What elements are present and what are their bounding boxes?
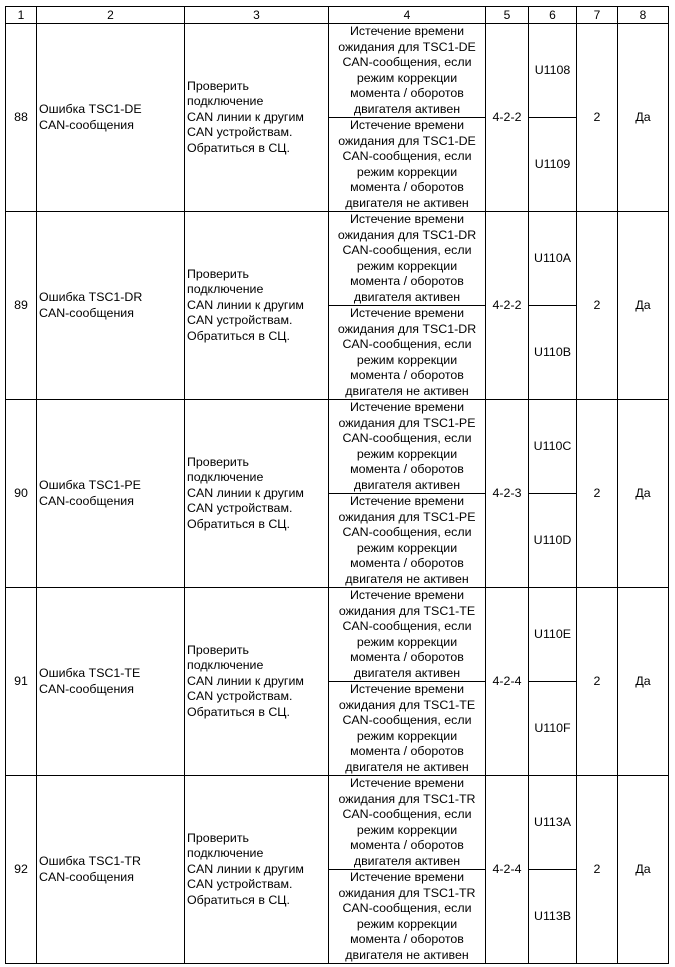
blink-code-cell bbox=[486, 400, 529, 588]
action-line: подключение bbox=[187, 282, 264, 297]
description-cell bbox=[329, 24, 486, 118]
description-line: момента / оборотов bbox=[350, 274, 464, 288]
table-body bbox=[6, 7, 669, 964]
blink-code-cell bbox=[486, 776, 529, 964]
blink-code: 4-2-2 bbox=[492, 109, 522, 124]
action-line: Проверить bbox=[187, 454, 249, 469]
blink-code: 4-2-3 bbox=[492, 485, 522, 500]
column-7-value: 2 bbox=[593, 297, 601, 312]
dtc-code: U110D bbox=[533, 532, 572, 547]
table-row bbox=[6, 588, 669, 682]
description-line: CAN-сообщения, если bbox=[342, 525, 472, 539]
column-8-value: Да bbox=[635, 297, 651, 312]
description-line: двигателя не активен bbox=[345, 383, 469, 398]
column-header-1: 1 bbox=[6, 7, 37, 24]
row-number-cell bbox=[6, 776, 37, 964]
fault-name-cell bbox=[37, 24, 185, 212]
column-7-cell bbox=[577, 776, 618, 964]
description-line: CAN-сообщения, если bbox=[342, 807, 472, 821]
column-7-cell bbox=[577, 24, 618, 212]
action-line: Проверить bbox=[187, 78, 249, 93]
description-line: ожидания для TSC1-DR bbox=[337, 227, 477, 242]
dtc-cell bbox=[529, 24, 577, 118]
description-line: Истечение времени bbox=[349, 870, 465, 884]
column-7-cell bbox=[577, 400, 618, 588]
fault-name-line: CAN-сообщения bbox=[39, 117, 134, 132]
column-8-cell bbox=[618, 24, 669, 212]
column-7-value: 2 bbox=[593, 485, 601, 500]
description-line: момента / оборотов bbox=[350, 744, 464, 758]
description-line: двигателя не активен bbox=[345, 571, 469, 586]
column-header-5: 5 bbox=[486, 7, 529, 24]
column-header-8: 8 bbox=[618, 7, 669, 24]
column-header-4: 4 bbox=[329, 7, 486, 24]
column-7-cell bbox=[577, 212, 618, 400]
dtc-cell bbox=[529, 118, 577, 212]
description-line: ожидания для TSC1-TR bbox=[338, 885, 476, 900]
description-line: двигателя активен bbox=[353, 289, 461, 304]
action-cell bbox=[185, 400, 329, 588]
blink-code-cell bbox=[486, 588, 529, 776]
description-line: двигателя активен bbox=[353, 477, 461, 492]
fault-name-line: Ошибка TSC1-DE bbox=[39, 102, 142, 116]
description-line: Истечение времени bbox=[349, 400, 465, 414]
fault-name-line: CAN-сообщения bbox=[39, 493, 134, 508]
dtc-code: U1109 bbox=[534, 156, 571, 171]
dtc-code: U113A bbox=[534, 814, 571, 829]
header-row bbox=[6, 7, 669, 24]
description-line: CAN-сообщения, если bbox=[342, 243, 472, 257]
table-row bbox=[6, 212, 669, 306]
description-line: CAN-сообщения, если bbox=[342, 337, 472, 351]
description-line: двигателя активен bbox=[353, 101, 461, 116]
action-line: Проверить bbox=[187, 266, 249, 281]
action-line: CAN устройствам. bbox=[187, 125, 293, 140]
description-line: ожидания для TSC1-DE bbox=[338, 133, 476, 148]
action-line: подключение bbox=[187, 470, 264, 485]
dtc-cell bbox=[529, 870, 577, 964]
action-line: CAN устройствам. bbox=[187, 313, 293, 328]
column-8-cell bbox=[618, 776, 669, 964]
blink-code-cell bbox=[486, 212, 529, 400]
description-cell bbox=[329, 212, 486, 306]
action-line: CAN линии к другим bbox=[187, 673, 304, 688]
description-cell bbox=[329, 306, 486, 400]
row-number: 90 bbox=[14, 485, 28, 500]
description-line: Истечение времени bbox=[349, 306, 465, 320]
description-cell bbox=[329, 494, 486, 588]
description-line: двигателя активен bbox=[353, 665, 461, 680]
row-number: 89 bbox=[14, 297, 28, 312]
action-line: CAN линии к другим bbox=[187, 485, 304, 500]
description-line: Истечение времени bbox=[349, 682, 465, 696]
description-line: режим коррекции bbox=[356, 164, 458, 179]
fault-name-cell bbox=[37, 212, 185, 400]
column-8-cell bbox=[618, 212, 669, 400]
column-7-cell bbox=[577, 588, 618, 776]
table-row bbox=[6, 400, 669, 494]
description-line: режим коррекции bbox=[356, 822, 458, 837]
column-header-3: 3 bbox=[185, 7, 329, 24]
column-8-value: Да bbox=[635, 861, 651, 876]
action-line: Обратиться в СЦ. bbox=[187, 704, 290, 719]
description-line: момента / оборотов bbox=[350, 368, 464, 382]
action-line: CAN устройствам. bbox=[187, 501, 293, 516]
description-line: ожидания для TSC1-DE bbox=[338, 39, 476, 54]
description-cell bbox=[329, 776, 486, 870]
blink-code: 4-2-2 bbox=[492, 297, 522, 312]
description-line: момента / оборотов bbox=[350, 462, 464, 476]
description-line: режим коррекции bbox=[356, 258, 458, 273]
description-line: Истечение времени bbox=[349, 494, 465, 508]
dtc-cell bbox=[529, 494, 577, 588]
action-line: CAN линии к другим bbox=[187, 109, 304, 124]
dtc-cell bbox=[529, 400, 577, 494]
table-row bbox=[6, 24, 669, 118]
column-8-cell bbox=[618, 588, 669, 776]
blink-code-cell bbox=[486, 24, 529, 212]
column-header-6: 6 bbox=[529, 7, 577, 24]
column-7-value: 2 bbox=[593, 673, 601, 688]
description-line: момента / оборотов bbox=[350, 180, 464, 194]
action-line: Обратиться в СЦ. bbox=[187, 328, 290, 343]
description-line: Истечение времени bbox=[349, 118, 465, 132]
description-line: ожидания для TSC1-PE bbox=[338, 415, 476, 430]
dtc-cell bbox=[529, 588, 577, 682]
table-row bbox=[6, 776, 669, 870]
dtc-cell bbox=[529, 306, 577, 400]
action-cell bbox=[185, 24, 329, 212]
action-cell bbox=[185, 212, 329, 400]
fault-name-line: Ошибка TSC1-TE bbox=[39, 666, 141, 680]
description-line: момента / оборотов bbox=[350, 838, 464, 852]
action-line: CAN устройствам. bbox=[187, 877, 293, 892]
action-line: CAN линии к другим bbox=[187, 297, 304, 312]
action-line: подключение bbox=[187, 846, 264, 861]
fault-name-line: Ошибка TSC1-PE bbox=[39, 478, 141, 492]
description-line: CAN-сообщения, если bbox=[342, 713, 472, 727]
dtc-cell bbox=[529, 776, 577, 870]
description-line: момента / оборотов bbox=[350, 556, 464, 570]
action-cell bbox=[185, 588, 329, 776]
description-line: момента / оборотов bbox=[350, 932, 464, 946]
description-cell bbox=[329, 588, 486, 682]
description-line: двигателя не активен bbox=[345, 759, 469, 774]
dtc-code: U110A bbox=[534, 250, 571, 265]
dtc-code: U113B bbox=[534, 908, 571, 923]
description-cell bbox=[329, 870, 486, 964]
row-number-cell bbox=[6, 400, 37, 588]
action-line: Обратиться в СЦ. bbox=[187, 892, 290, 907]
action-line: CAN линии к другим bbox=[187, 861, 304, 876]
dtc-code: U110E bbox=[534, 626, 571, 641]
row-number: 92 bbox=[14, 861, 28, 876]
action-line: Проверить bbox=[187, 642, 249, 657]
fault-name-cell bbox=[37, 776, 185, 964]
dtc-code: U110F bbox=[534, 720, 571, 735]
column-8-value: Да bbox=[635, 673, 651, 688]
description-line: ожидания для TSC1-PE bbox=[338, 509, 476, 524]
fault-name-cell bbox=[37, 400, 185, 588]
description-line: CAN-сообщения, если bbox=[342, 55, 472, 69]
fault-code-table bbox=[5, 6, 669, 964]
description-line: двигателя не активен bbox=[345, 947, 469, 962]
row-number-cell bbox=[6, 24, 37, 212]
dtc-code: U110B bbox=[534, 344, 571, 359]
description-line: режим коррекции bbox=[356, 634, 458, 649]
description-line: Истечение времени bbox=[349, 212, 465, 226]
row-number: 88 bbox=[14, 109, 28, 124]
description-line: момента / оборотов bbox=[350, 86, 464, 100]
column-7-value: 2 bbox=[593, 861, 601, 876]
description-line: режим коррекции bbox=[356, 352, 458, 367]
fault-name-line: CAN-сообщения bbox=[39, 869, 134, 884]
description-line: CAN-сообщения, если bbox=[342, 901, 472, 915]
blink-code: 4-2-4 bbox=[492, 861, 522, 876]
fault-name-cell bbox=[37, 588, 185, 776]
dtc-cell bbox=[529, 212, 577, 306]
dtc-code: U110C bbox=[533, 438, 572, 453]
column-8-value: Да bbox=[635, 109, 651, 124]
description-line: режим коррекции bbox=[356, 446, 458, 461]
column-header-7: 7 bbox=[577, 7, 618, 24]
column-7-value: 2 bbox=[593, 109, 601, 124]
column-header-2: 2 bbox=[37, 7, 185, 24]
description-cell bbox=[329, 400, 486, 494]
description-line: ожидания для TSC1-TR bbox=[338, 791, 476, 806]
description-line: CAN-сообщения, если bbox=[342, 619, 472, 633]
fault-name-line: Ошибка TSC1-DR bbox=[39, 290, 143, 304]
row-number-cell bbox=[6, 588, 37, 776]
action-line: Обратиться в СЦ. bbox=[187, 516, 290, 531]
description-line: момента / оборотов bbox=[350, 650, 464, 664]
description-line: CAN-сообщения, если bbox=[342, 431, 472, 445]
description-line: двигателя не активен bbox=[345, 195, 469, 210]
fault-name-line: CAN-сообщения bbox=[39, 681, 134, 696]
description-line: ожидания для TSC1-DR bbox=[337, 321, 477, 336]
action-line: подключение bbox=[187, 94, 264, 109]
description-line: ожидания для TSC1-TE bbox=[338, 697, 476, 712]
description-line: Истечение времени bbox=[349, 24, 465, 38]
description-line: двигателя активен bbox=[353, 853, 461, 868]
description-line: режим коррекции bbox=[356, 916, 458, 931]
row-number: 91 bbox=[14, 673, 28, 688]
description-line: режим коррекции bbox=[356, 540, 458, 555]
description-cell bbox=[329, 682, 486, 776]
description-line: режим коррекции bbox=[356, 728, 458, 743]
action-line: Проверить bbox=[187, 830, 249, 845]
action-line: Обратиться в СЦ. bbox=[187, 140, 290, 155]
action-line: CAN устройствам. bbox=[187, 689, 293, 704]
dtc-cell bbox=[529, 682, 577, 776]
action-cell bbox=[185, 776, 329, 964]
description-line: Истечение времени bbox=[349, 588, 465, 602]
dtc-code: U1108 bbox=[534, 62, 571, 77]
action-line: подключение bbox=[187, 658, 264, 673]
description-cell bbox=[329, 118, 486, 212]
blink-code: 4-2-4 bbox=[492, 673, 522, 688]
description-line: ожидания для TSC1-TE bbox=[338, 603, 476, 618]
row-number-cell bbox=[6, 212, 37, 400]
fault-name-line: Ошибка TSC1-TR bbox=[39, 854, 141, 868]
column-8-cell bbox=[618, 400, 669, 588]
fault-name-line: CAN-сообщения bbox=[39, 305, 134, 320]
column-8-value: Да bbox=[635, 485, 651, 500]
description-line: Истечение времени bbox=[349, 776, 465, 790]
description-line: режим коррекции bbox=[356, 70, 458, 85]
description-line: CAN-сообщения, если bbox=[342, 149, 472, 163]
